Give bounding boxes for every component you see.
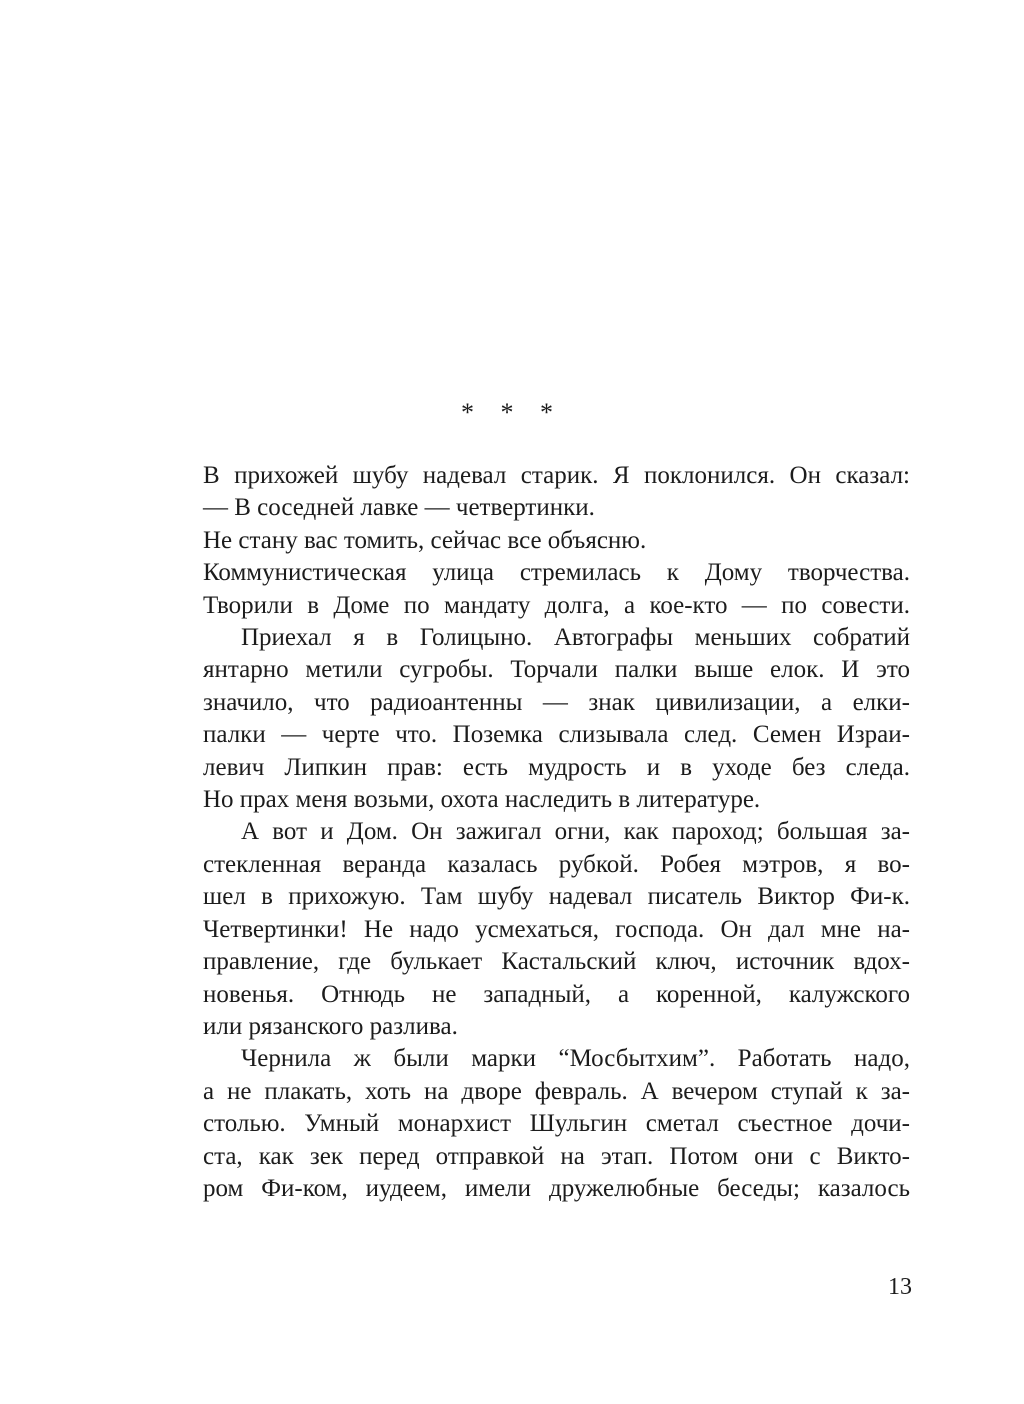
text-line: правление, где булькает Кастальский ключ, источник вдох- — [203, 948, 910, 976]
text-line: Творили в Доме по мандату долга, а кое-кто — по совести. — [203, 591, 910, 619]
text-line: левич Липкин прав: есть мудрость и в уходе без следа. — [203, 753, 910, 781]
text-line: ром Фи-ком, иудеем, имели дружелюбные беседы; казалось — [203, 1174, 910, 1202]
text-line: ста, как зек перед отправкой на этап. Потом они с Викто- — [203, 1142, 910, 1170]
text-line: палки — черте что. Поземка слизывала след. Семен Израи- — [203, 721, 910, 749]
page-number: 13 — [888, 1274, 912, 1300]
text-line: Чернила ж были марки “Мосбытхим”. Работать надо, — [241, 1045, 910, 1073]
text-line: значило, что радиоантенны — знак цивилизации, а елки- — [203, 688, 910, 716]
body-text — [203, 460, 910, 1205]
text-line: столью. Умный монархист Шульгин сметал съестное дочи- — [203, 1110, 910, 1138]
section-divider: * * * — [461, 398, 563, 427]
text-line: или рязанского разлива. — [203, 1012, 458, 1040]
text-line: Приехал я в Голицыно. Автографы меньших собратий — [241, 624, 910, 652]
text-line: В прихожей шубу надевал старик. Я поклонился. Он сказал: — [203, 462, 910, 489]
text-line: янтарно метили сугробы. Торчали палки выше елок. И это — [203, 656, 910, 684]
text-line: А вот и Дом. Он зажигал огни, как пароход; большая за- — [241, 818, 910, 846]
text-line: стекленная веранда казалась рубкой. Робея мэтров, я во- — [203, 850, 910, 878]
text-line: а не плакать, хоть на дворе февраль. А вечером ступай к за- — [203, 1077, 910, 1105]
text-line: новенья. Отнюдь не западный, а коренной, калужского — [203, 980, 910, 1008]
text-line: — В соседней лавке — четвертинки. — [203, 494, 595, 522]
text-line: Четвертинки! Не надо усмехаться, господа. Он дал мне на- — [203, 915, 910, 943]
text-line: Но прах меня возьми, охота наследить в литературе. — [203, 786, 761, 814]
text-line: Коммунистическая улица стремилась к Дому творчества. — [203, 559, 910, 587]
text-line: Не стану вас томить, сейчас все объясню. — [203, 526, 647, 554]
text-line: шел в прихожую. Там шубу надевал писатель Виктор Фи-к. — [203, 883, 910, 911]
